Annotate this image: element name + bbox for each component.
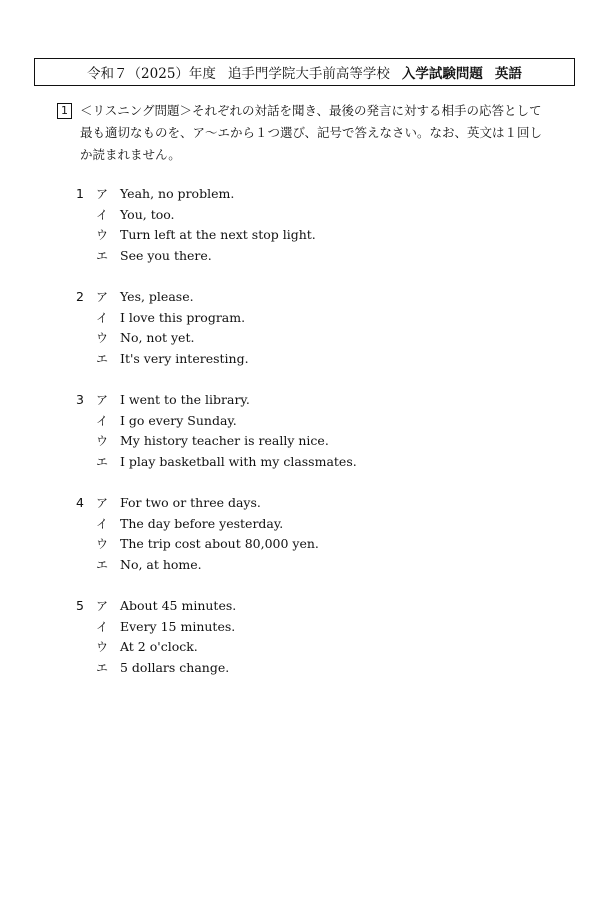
choice-label: エ bbox=[96, 351, 109, 366]
choice-text: You, too. bbox=[120, 206, 175, 222]
choice-text: My history teacher is really nice. bbox=[120, 433, 329, 448]
choice-text: Yeah, no problem. bbox=[120, 186, 235, 201]
choice-text: Yes, please. bbox=[120, 289, 194, 304]
question-number: 4 bbox=[76, 495, 84, 510]
choice-text: I play basketball with my classmates. bbox=[120, 453, 357, 469]
question-number: 2 bbox=[76, 289, 84, 304]
instruction-line: 最も適切なものを、ア～エから１つ選び、記号で答えなさい。なお、英文は１回し bbox=[80, 125, 543, 140]
choice-text: For two or three days. bbox=[120, 495, 261, 510]
header-subject: 英語 bbox=[494, 66, 522, 82]
choice-label: イ bbox=[96, 413, 109, 428]
choice-text: See you there. bbox=[120, 247, 212, 263]
choice-label: ア bbox=[96, 393, 109, 407]
choice-text: The trip cost about 80,000 yen. bbox=[120, 536, 319, 551]
choice-text: At 2 o'clock. bbox=[120, 639, 198, 654]
exam-header bbox=[34, 58, 575, 86]
choice-text: About 45 minutes. bbox=[120, 598, 237, 613]
choice-label: ウ bbox=[96, 331, 109, 345]
choice-label: イ bbox=[96, 619, 109, 634]
question-number: 5 bbox=[76, 598, 84, 613]
instruction-line: ＜リスニング問題＞それぞれの対話を聞き、最後の発言に対する相手の応答として bbox=[80, 103, 542, 118]
choice-text: I go every Sunday. bbox=[120, 412, 237, 428]
section-instructions bbox=[80, 100, 556, 166]
choice-label: ア bbox=[96, 187, 109, 201]
choice-label: ア bbox=[96, 599, 109, 613]
choice-text: I love this program. bbox=[120, 309, 246, 325]
choice-label: イ bbox=[96, 310, 109, 325]
choice-label: エ bbox=[96, 454, 109, 469]
choice-text: Every 15 minutes. bbox=[120, 618, 236, 634]
choice-text: I went to the library. bbox=[120, 392, 250, 407]
question-number: 3 bbox=[76, 392, 84, 407]
header-era: 令和７（2025）年度 bbox=[87, 66, 216, 82]
choice-text: No, at home. bbox=[120, 556, 202, 572]
choice-label: ウ bbox=[96, 434, 109, 448]
choice-label: ア bbox=[96, 290, 109, 304]
choice-label: ウ bbox=[96, 537, 109, 551]
section-number-box: 1 bbox=[57, 103, 72, 119]
choice-text: The day before yesterday. bbox=[120, 515, 284, 531]
choice-label: イ bbox=[96, 207, 109, 222]
choice-label: エ bbox=[96, 660, 109, 675]
choice-label: ウ bbox=[96, 228, 109, 242]
header-school: 追手門学院大手前高等学校 bbox=[227, 66, 390, 82]
question-number: 1 bbox=[76, 186, 84, 201]
choice-label: ア bbox=[96, 496, 109, 510]
choice-text: No, not yet. bbox=[120, 330, 195, 345]
choice-text: It's very interesting. bbox=[120, 350, 249, 366]
choice-label: ウ bbox=[96, 640, 109, 654]
choice-label: エ bbox=[96, 557, 109, 572]
choice-label: エ bbox=[96, 248, 109, 263]
header-exam: 入学試験問題 bbox=[401, 66, 483, 82]
choice-text: 5 dollars change. bbox=[120, 659, 230, 675]
instruction-line: か読まれません。 bbox=[80, 147, 181, 162]
choice-text: Turn left at the next stop light. bbox=[120, 227, 316, 242]
choice-label: イ bbox=[96, 516, 109, 531]
